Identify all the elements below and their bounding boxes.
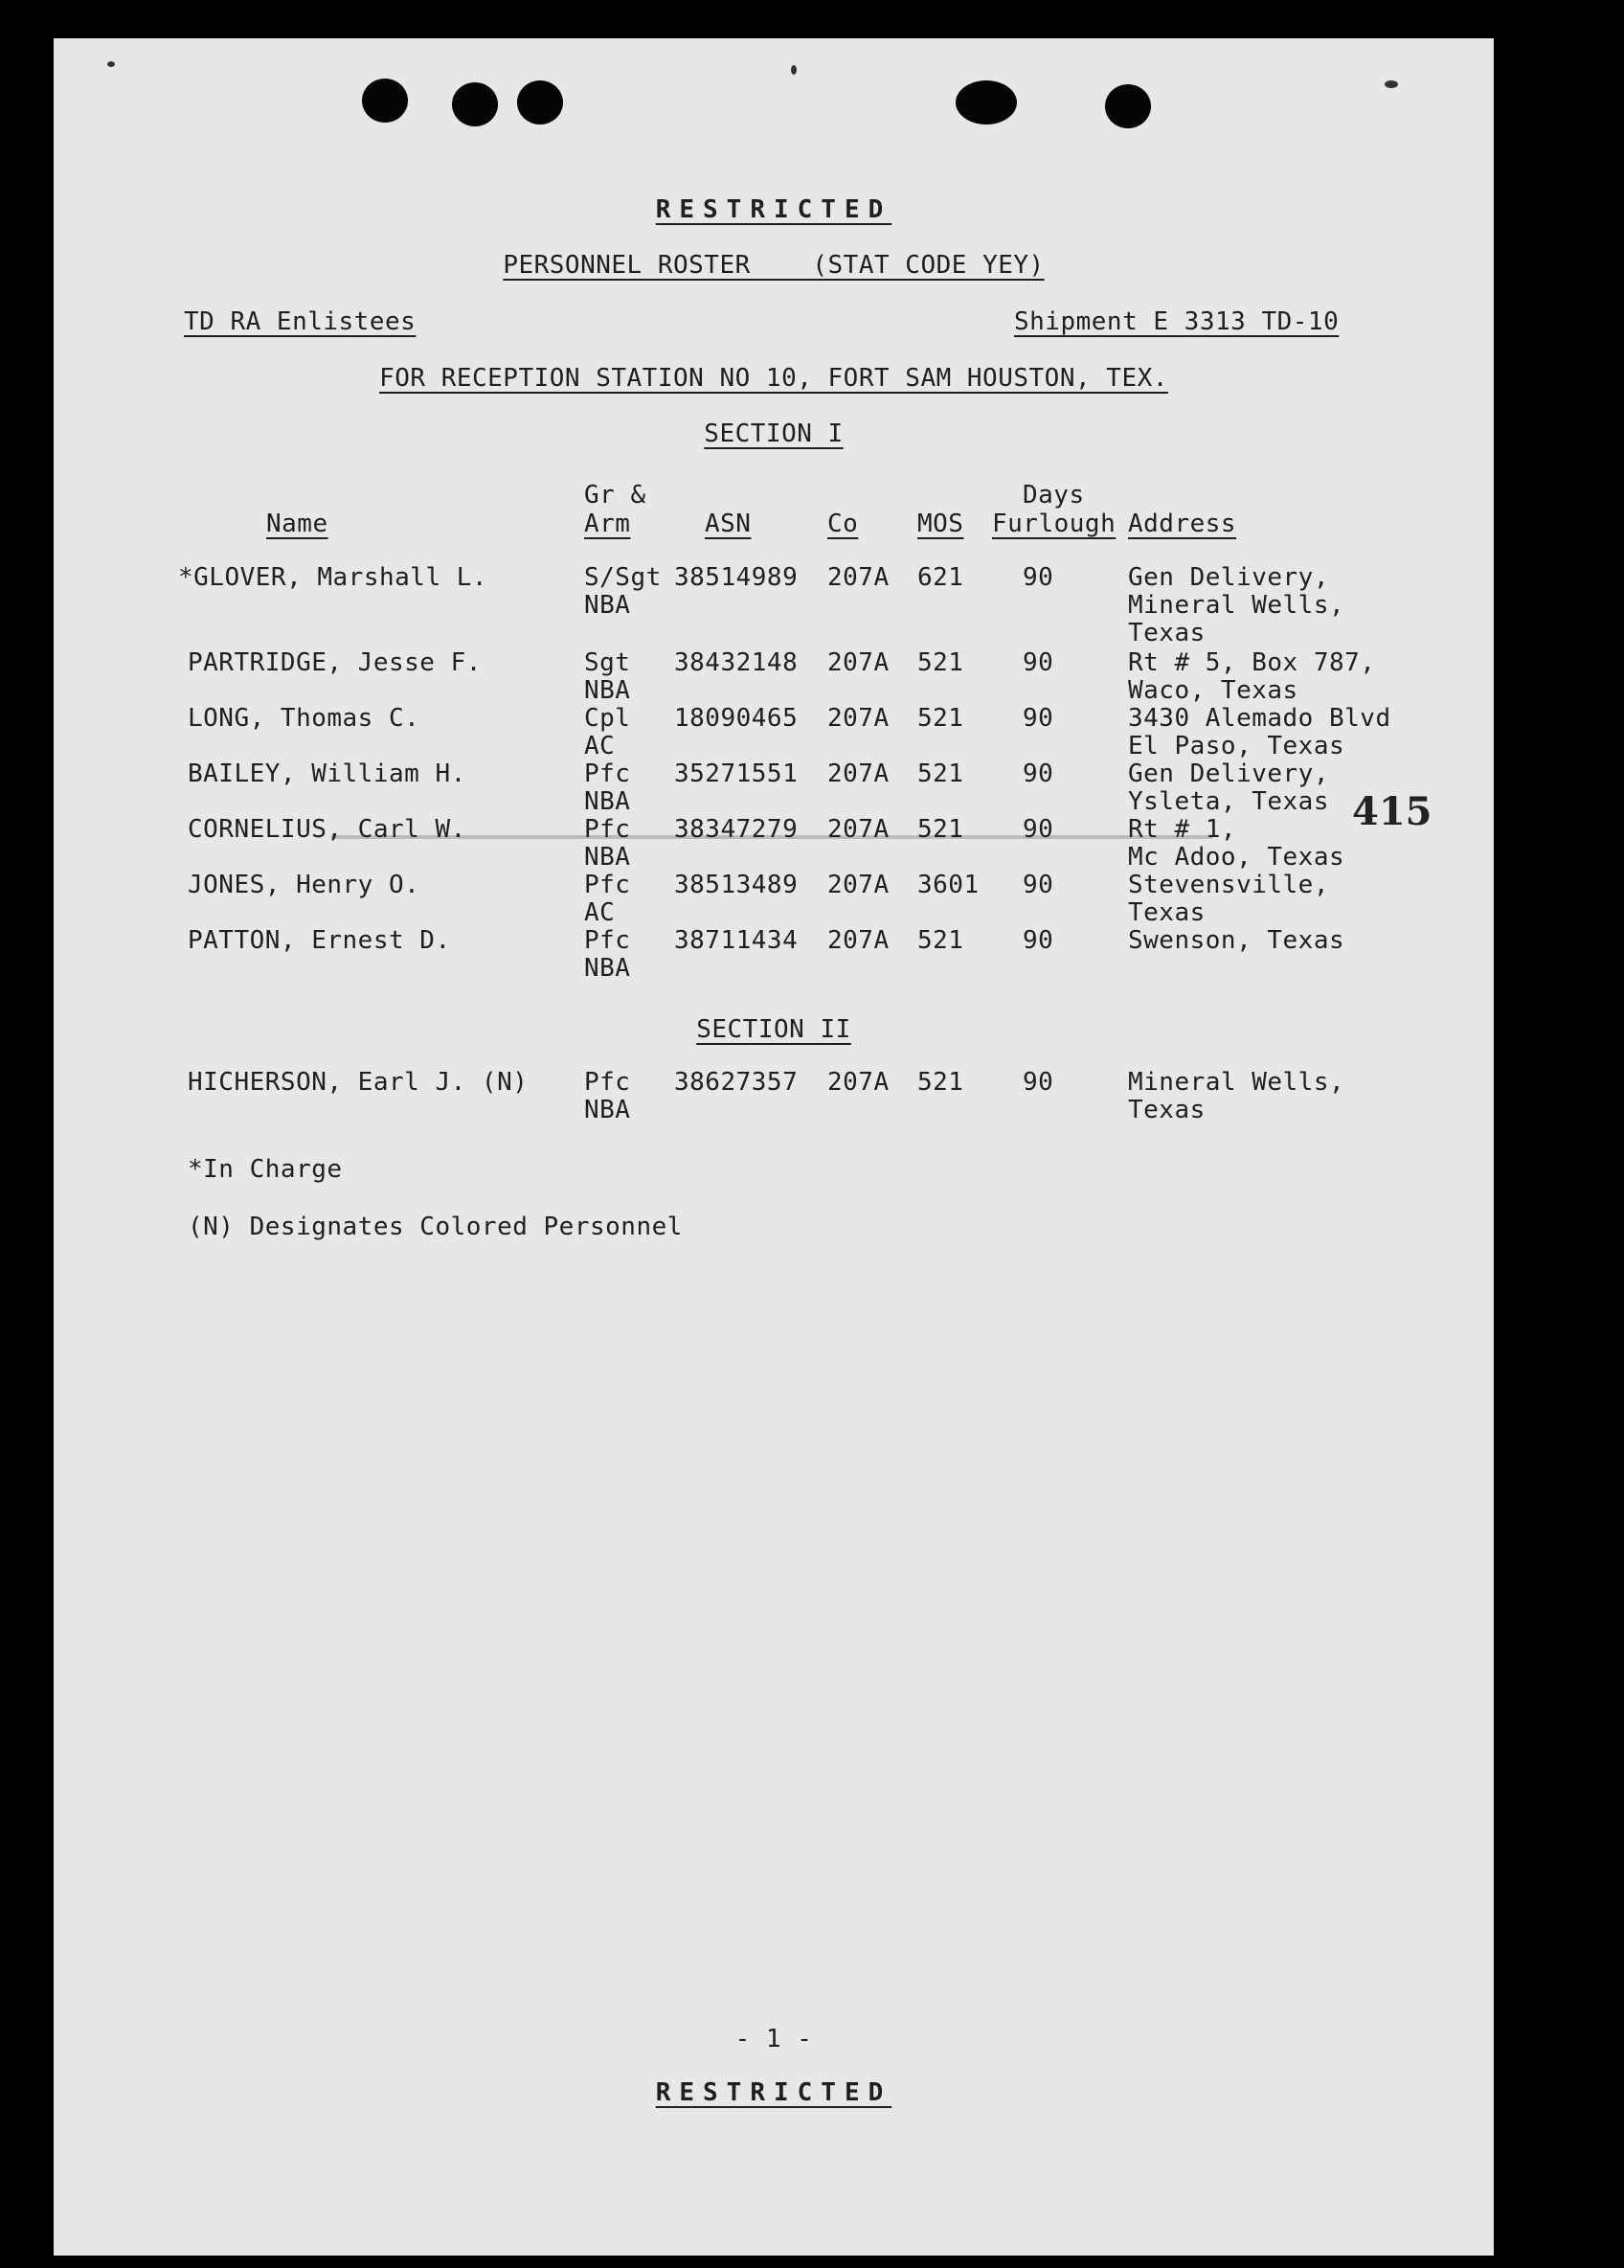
row-asn: 38711434	[674, 926, 799, 955]
row-address-line: El Paso, Texas	[1128, 732, 1345, 760]
row-address-line: Ysleta, Texas	[1128, 787, 1329, 816]
roster-row	[54, 927, 1494, 1004]
classification-footer: RESTRICTED	[655, 2078, 892, 2107]
row-co: 207A	[827, 648, 890, 677]
row-mos: 521	[917, 704, 964, 733]
row-days: 90	[1023, 760, 1054, 788]
row-address-line: Texas	[1128, 898, 1206, 927]
row-days: 90	[1023, 563, 1054, 592]
row-grade: Pfc	[584, 815, 631, 844]
row-days: 90	[1023, 815, 1054, 844]
row-grade: Pfc	[584, 1068, 631, 1097]
row-arm: AC	[584, 732, 616, 760]
column-asn: ASN	[705, 510, 752, 538]
column-co: Co	[827, 510, 859, 538]
row-grade: Cpl	[584, 704, 631, 733]
speck	[107, 61, 115, 67]
row-name: PATTON, Ernest D.	[188, 926, 451, 955]
row-arm: NBA	[584, 954, 631, 983]
document-page	[54, 38, 1494, 2256]
row-co: 207A	[827, 704, 890, 733]
row-mos: 521	[917, 760, 964, 788]
row-address-line: Gen Delivery,	[1128, 563, 1329, 592]
row-address-line: 3430 Alemado Blvd	[1128, 704, 1391, 733]
row-arm: NBA	[584, 1096, 631, 1124]
in-charge-note: *In Charge	[188, 1155, 343, 1184]
row-address-line: Stevensville,	[1128, 871, 1329, 899]
row-mos: 521	[917, 926, 964, 955]
row-arm: NBA	[584, 676, 631, 705]
row-address-line: Mineral Wells,	[1128, 591, 1345, 620]
row-asn: 38347279	[674, 815, 799, 844]
row-arm: NBA	[584, 787, 631, 816]
row-arm: NBA	[584, 843, 631, 872]
punch-hole	[517, 80, 563, 125]
punch-hole	[956, 80, 1017, 125]
row-co: 207A	[827, 815, 890, 844]
classification-header: RESTRICTED	[655, 195, 892, 224]
section-one-heading: SECTION I	[704, 420, 844, 448]
row-arm: AC	[584, 898, 616, 927]
row-days: 90	[1023, 648, 1054, 677]
row-grade: Pfc	[584, 926, 631, 955]
row-name: JONES, Henry O.	[188, 871, 420, 899]
row-asn: 38627357	[674, 1068, 799, 1097]
row-name: LONG, Thomas C.	[188, 704, 420, 733]
row-name: CORNELIUS, Carl W.	[188, 815, 466, 844]
speck	[791, 65, 797, 75]
column-name: Name	[266, 510, 328, 538]
row-asn: 38513489	[674, 871, 799, 899]
row-days: 90	[1023, 926, 1054, 955]
row-address-line: Rt # 1,	[1128, 815, 1237, 844]
row-arm: NBA	[584, 591, 631, 620]
column-days-top: Days	[1023, 481, 1085, 510]
column-grade-top: Gr &	[584, 481, 646, 510]
row-days: 90	[1023, 871, 1054, 899]
punch-hole	[452, 82, 498, 126]
section-two-heading: SECTION II	[696, 1015, 851, 1044]
row-name: HICHERSON, Earl J. (N)	[188, 1068, 529, 1097]
row-address-line: Swenson, Texas	[1128, 926, 1345, 955]
punch-hole	[362, 79, 408, 123]
row-asn: 38514989	[674, 563, 799, 592]
roster-row	[54, 1069, 1494, 1145]
row-asn: 35271551	[674, 760, 799, 788]
row-mos: 621	[917, 563, 964, 592]
row-days: 90	[1023, 1068, 1054, 1097]
row-co: 207A	[827, 926, 890, 955]
column-address: Address	[1128, 510, 1237, 538]
row-mos: 3601	[917, 871, 980, 899]
row-name: BAILEY, William H.	[188, 760, 466, 788]
row-address-line: Mineral Wells,	[1128, 1068, 1345, 1097]
shipment-number: Shipment E 3313 TD-10	[1014, 307, 1340, 336]
row-asn: 38432148	[674, 648, 799, 677]
row-grade: Sgt	[584, 648, 631, 677]
destination-line: FOR RECEPTION STATION NO 10, FORT SAM HOUSTON, TEX.	[379, 364, 1168, 393]
row-co: 207A	[827, 760, 890, 788]
row-mos: 521	[917, 815, 964, 844]
roster-row	[54, 563, 1494, 647]
row-address-line: Mc Adoo, Texas	[1128, 843, 1345, 872]
row-grade: S/Sgt	[584, 563, 662, 592]
row-address-line: Rt # 5, Box 787,	[1128, 648, 1376, 677]
row-co: 207A	[827, 871, 890, 899]
row-co: 207A	[827, 1068, 890, 1097]
enlistee-label: TD RA Enlistees	[184, 307, 417, 336]
row-mos: 521	[917, 648, 964, 677]
row-address-line: Waco, Texas	[1128, 676, 1298, 705]
row-address-line: Gen Delivery,	[1128, 760, 1329, 788]
row-mos: 521	[917, 1068, 964, 1097]
row-asn: 18090465	[674, 704, 799, 733]
colored-personnel-note: (N) Designates Colored Personnel	[188, 1213, 683, 1241]
row-co: 207A	[827, 563, 890, 592]
row-grade: Pfc	[584, 760, 631, 788]
row-name: *GLOVER, Marshall L.	[178, 563, 488, 592]
row-grade: Pfc	[584, 871, 631, 899]
row-name: PARTRIDGE, Jesse F.	[188, 648, 482, 677]
column-days-bottom: Furlough	[992, 510, 1116, 538]
page-number: - 1 -	[734, 2025, 813, 2053]
row-address-line: Texas	[1128, 1096, 1206, 1124]
row-address-line: Texas	[1128, 619, 1206, 647]
stamped-page-number: 415	[1352, 789, 1432, 834]
roster-title: PERSONNEL ROSTER (STAT CODE YEY)	[503, 251, 1045, 280]
row-days: 90	[1023, 704, 1054, 733]
speck	[1385, 80, 1398, 88]
column-grade-bottom: Arm	[584, 510, 631, 538]
column-mos: MOS	[917, 510, 964, 538]
punch-hole	[1105, 84, 1151, 128]
